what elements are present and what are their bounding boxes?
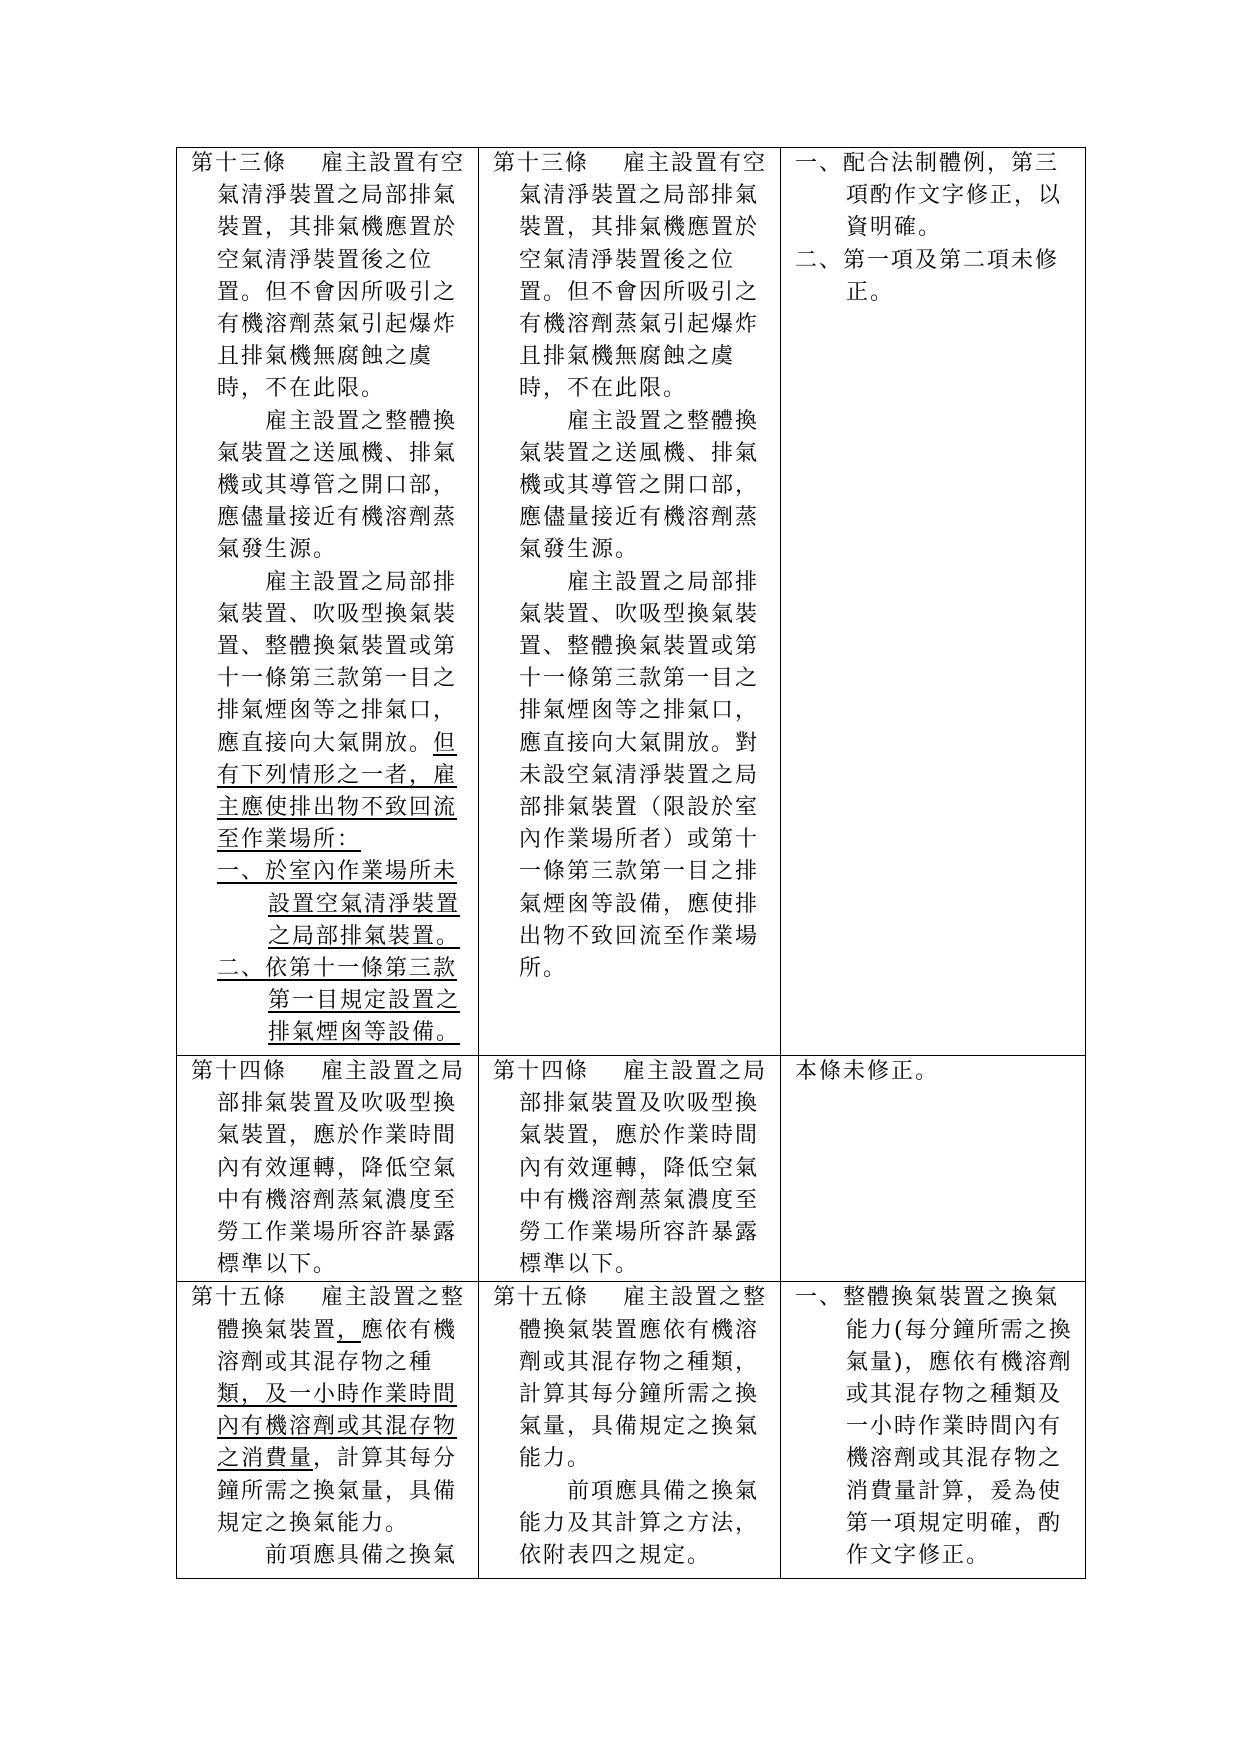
article-paragraph: 前項應具備之換氣能力及其計算之方法，依附表四之規定。: [519, 1478, 760, 1569]
amendment-comparison-table: [176, 147, 1086, 1579]
old-text-cell: [479, 148, 781, 1056]
article-number: 第十三條: [493, 151, 590, 176]
article-paragraph: 雇主設置有空氣清淨裝置之局部排氣裝置，其排氣機應置於空氣清淨裝置後之位置。但不會因所吸引之有機溶劑蒸氣引起爆炸且排氣機無腐蝕之虞時，不在此限。: [519, 151, 768, 402]
note-number: 一、: [795, 1285, 844, 1311]
article-paragraph: 雇主設置之局部排氣裝置及吹吸型換氣裝置，應於作業時間內有效運轉，降低空氣中有機溶劑蒸氣濃度至勞工作業場所容許暴露標準以下。: [519, 1059, 768, 1278]
old-text-cell: [479, 1056, 781, 1282]
article-number: 第十五條: [191, 1285, 288, 1311]
new-text-cell: [177, 1056, 479, 1282]
amended-text: ，: [337, 1317, 362, 1343]
article-paragraph: ，計算其每分鐘所需之換氣量，具備規定之換氣能力。: [217, 1446, 458, 1536]
note-text: 配合法制體例，第三項酌作文字修正，以資明確。: [843, 151, 1063, 241]
item-number: 二、: [217, 956, 266, 982]
amended-item-text: 依第十一條第三款第一目規定設置之排氣煙囪等設備。: [265, 956, 461, 1046]
article-paragraph: 雇主設置之局部排氣裝置、吹吸型換氣裝置、整體換氣裝置或第十一條第三款第一目之排氣煙囪等之排氣口，應直接向大氣開放。對未設空氣清淨裝置之局部排氣裝置（限設於室內作業場所者）或第十一條第三款第一目之排氣煙囪等設備，應使排出物不致回流至作業場所。: [519, 569, 760, 982]
article-number: 第十四條: [493, 1059, 590, 1084]
article-number: 第十四條: [191, 1059, 288, 1084]
amended-text: 但有下列情形之一者，雇主應使排出物不致回流至作業場所：: [217, 730, 458, 853]
article-paragraph: 雇主設置之整體換氣裝置: [217, 1285, 466, 1343]
article-paragraph: 雇主設置之整體換氣裝置之送風機、排氣機或其導管之開口部，應儘量接近有機溶劑蒸氣發生源。: [217, 408, 458, 563]
note-number: 一、: [795, 151, 844, 176]
table-row: [177, 1056, 1086, 1282]
article-paragraph: 雇主設置之局部排氣裝置、吹吸型換氣裝置、整體換氣裝置或第十一條第三款第一目之排氣煙囪等之排氣口，應直接向大氣開放。: [217, 569, 458, 756]
article-paragraph: 雇主設置有空氣清淨裝置之局部排氣裝置，其排氣機應置於空氣清淨裝置後之位置。但不會因所吸引之有機溶劑蒸氣引起爆炸且排氣機無腐蝕之虞時，不在此限。: [217, 151, 466, 402]
table-row: [177, 148, 1086, 1056]
note-text: 第一項及第二項未修正。: [843, 247, 1060, 305]
article-paragraph: 前項應具備之換氣: [265, 1543, 458, 1569]
amended-item-text: 於室內作業場所未設置空氣清淨裝置之局部排氣裝置。: [265, 859, 461, 949]
table-row: [177, 1282, 1086, 1579]
article-paragraph: 雇主設置之整體換氣裝置應依有機溶劑或其混存物之種類，計算其每分鐘所需之換氣量，具備規定之換氣能力。: [519, 1285, 768, 1472]
article-paragraph: 雇主設置之局部排氣裝置及吹吸型換氣裝置，應於作業時間內有效運轉，降低空氣中有機溶劑蒸氣濃度至勞工作業場所容許暴露標準以下。: [217, 1059, 466, 1278]
explanation-cell: [781, 1056, 1086, 1282]
article-paragraph: 應依有機溶劑或其混存物之種: [217, 1317, 458, 1375]
article-number: 第十三條: [191, 151, 288, 176]
new-text-cell: [177, 148, 479, 1056]
explanation-cell: [781, 148, 1086, 1056]
note-text: 整體換氣裝置之換氣能力(每分鐘所需之換氣量)，應依有機溶劑或其混存物之種類及一小時作業時間內有機溶劑或其混存物之消費量計算，爰為使第一項規定明確，酌作文字修正。: [843, 1285, 1073, 1569]
article-paragraph: 雇主設置之整體換氣裝置之送風機、排氣機或其導管之開口部，應儘量接近有機溶劑蒸氣發生源。: [519, 408, 760, 563]
note-text: 本條未修正。: [795, 1059, 940, 1084]
article-number: 第十五條: [493, 1285, 590, 1311]
note-number: 二、: [795, 247, 844, 273]
new-text-cell: [177, 1282, 479, 1579]
amended-text: 類，及一小時作業時間內有機溶劑或其混存物之消費量: [217, 1382, 458, 1472]
old-text-cell: [479, 1282, 781, 1579]
item-number: 一、: [217, 859, 266, 885]
explanation-cell: [781, 1282, 1086, 1579]
